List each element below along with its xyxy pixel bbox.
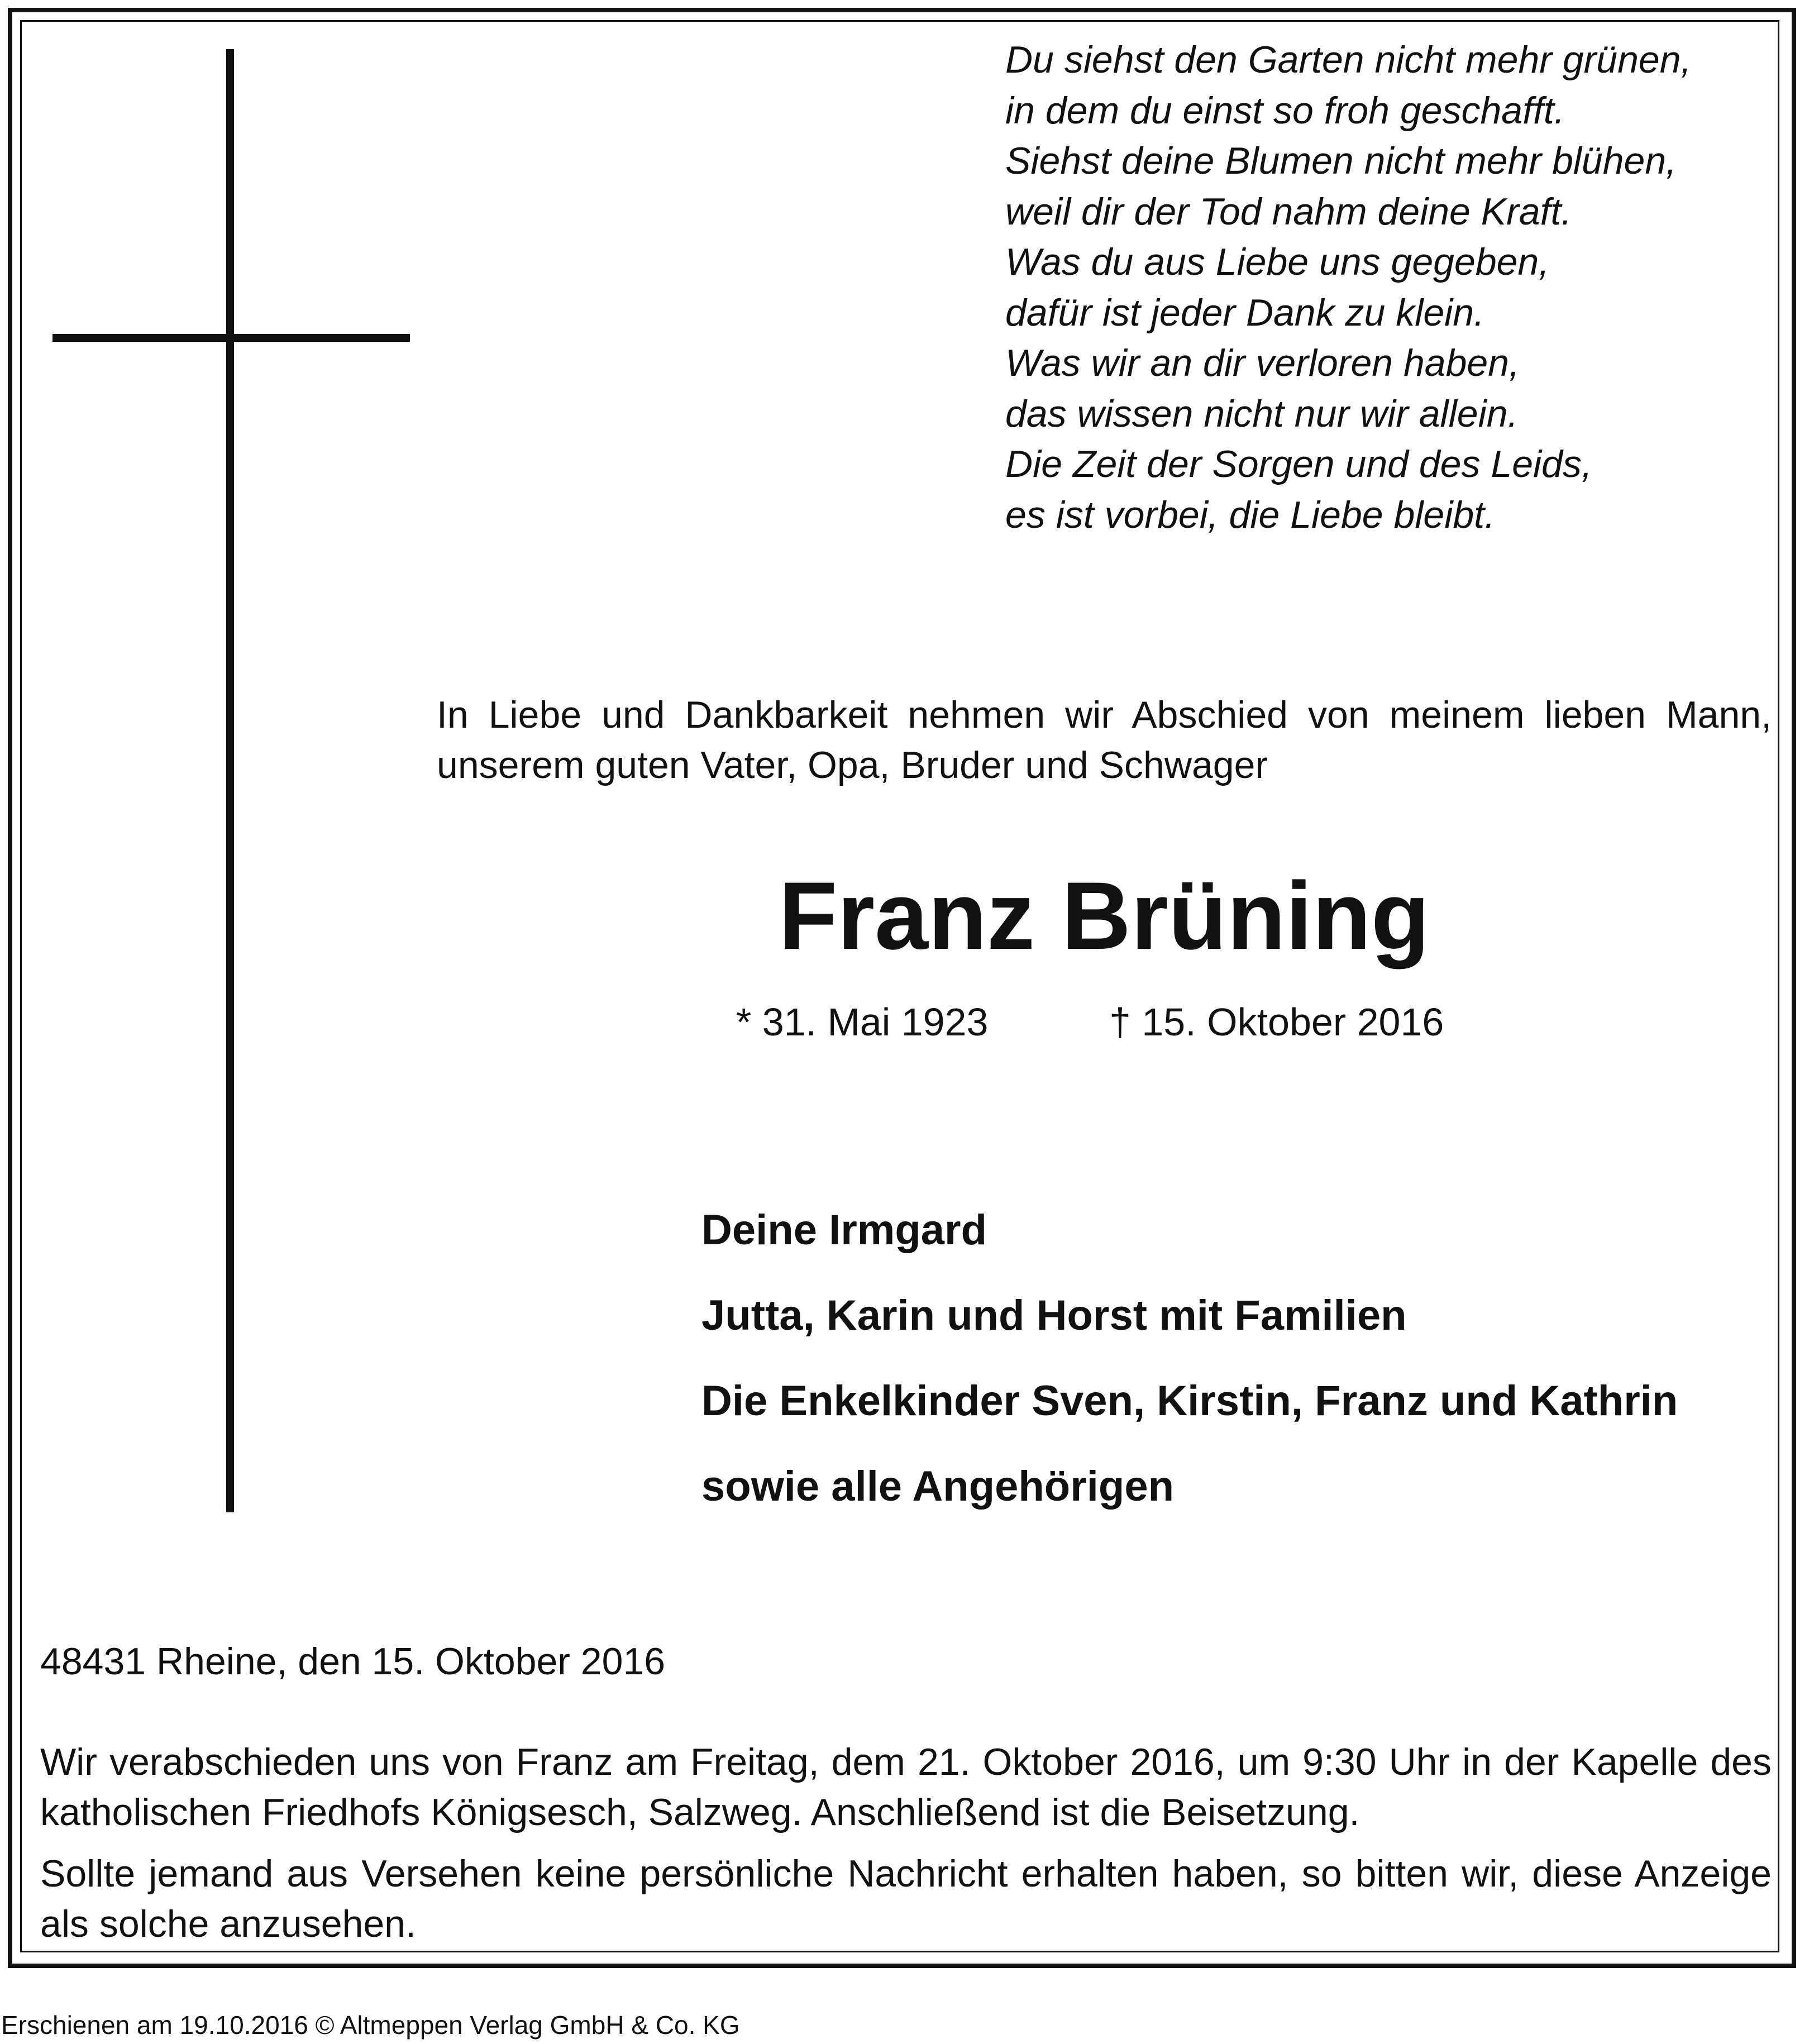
service-info: Wir verabschieden uns von Franz am Freitag, dem 21. Oktober 2016, um 9:30 Uhr in der Kapelle des katholischen Friedhofs Königsesch, Salzweg. Anschließend ist die Beisetzung.	[40, 1741, 1772, 1833]
poem-line: dafür ist jeder Dank zu klein.	[1005, 291, 1484, 334]
poem-line: Siehst deine Blumen nicht mehr blühen,	[1005, 140, 1677, 182]
poem-line: in dem du einst so froh geschafft.	[1005, 89, 1565, 132]
mourners-list	[701, 1200, 1791, 1541]
mourner-line: sowie alle Angehörigen	[701, 1463, 1175, 1510]
notice-text: Sollte jemand aus Versehen keine persönliche Nachricht erhalten haben, so bitten wir, diese Anzeige als solche anzusehen.	[40, 1852, 1772, 1945]
publication-footer: Erschienen am 19.10.2016 © Altmeppen Verlag GmbH & Co. KG	[1, 2010, 740, 2040]
mourner-line: Deine Irmgard	[701, 1206, 987, 1254]
poem-line: Was du aus Liebe uns gegeben,	[1005, 241, 1550, 283]
cross-vertical-bar	[226, 49, 234, 1512]
poem-line: es ist vorbei, die Liebe bleibt.	[1005, 493, 1495, 536]
place-date: 48431 Rheine, den 15. Oktober 2016	[40, 1640, 666, 1683]
poem-line: das wissen nicht nur wir allein.	[1005, 392, 1519, 435]
birth-date: * 31. Mai 1923	[736, 1000, 989, 1044]
poem-line: Die Zeit der Sorgen und des Leids,	[1005, 443, 1592, 485]
mourner-line: Jutta, Karin und Horst mit Familien	[701, 1292, 1407, 1339]
cross-horizontal-bar	[52, 334, 410, 342]
poem-line: Was wir an dir verloren haben,	[1005, 342, 1520, 384]
deceased-name: Franz Brüning	[779, 862, 1430, 970]
death-date: † 15. Oktober 2016	[1109, 1000, 1444, 1044]
intro-text: In Liebe und Dankbarkeit nehmen wir Abschied von meinem lieben Mann, unserem guten Vater, Opa, Bruder und Schwager	[437, 694, 1772, 786]
mourner-line: Die Enkelkinder Sven, Kirstin, Franz und Kathrin	[701, 1377, 1678, 1425]
poem-line: Du siehst den Garten nicht mehr grünen,	[1005, 39, 1692, 81]
poem-line: weil dir der Tod nahm deine Kraft.	[1005, 190, 1572, 233]
poem	[1005, 35, 1787, 540]
